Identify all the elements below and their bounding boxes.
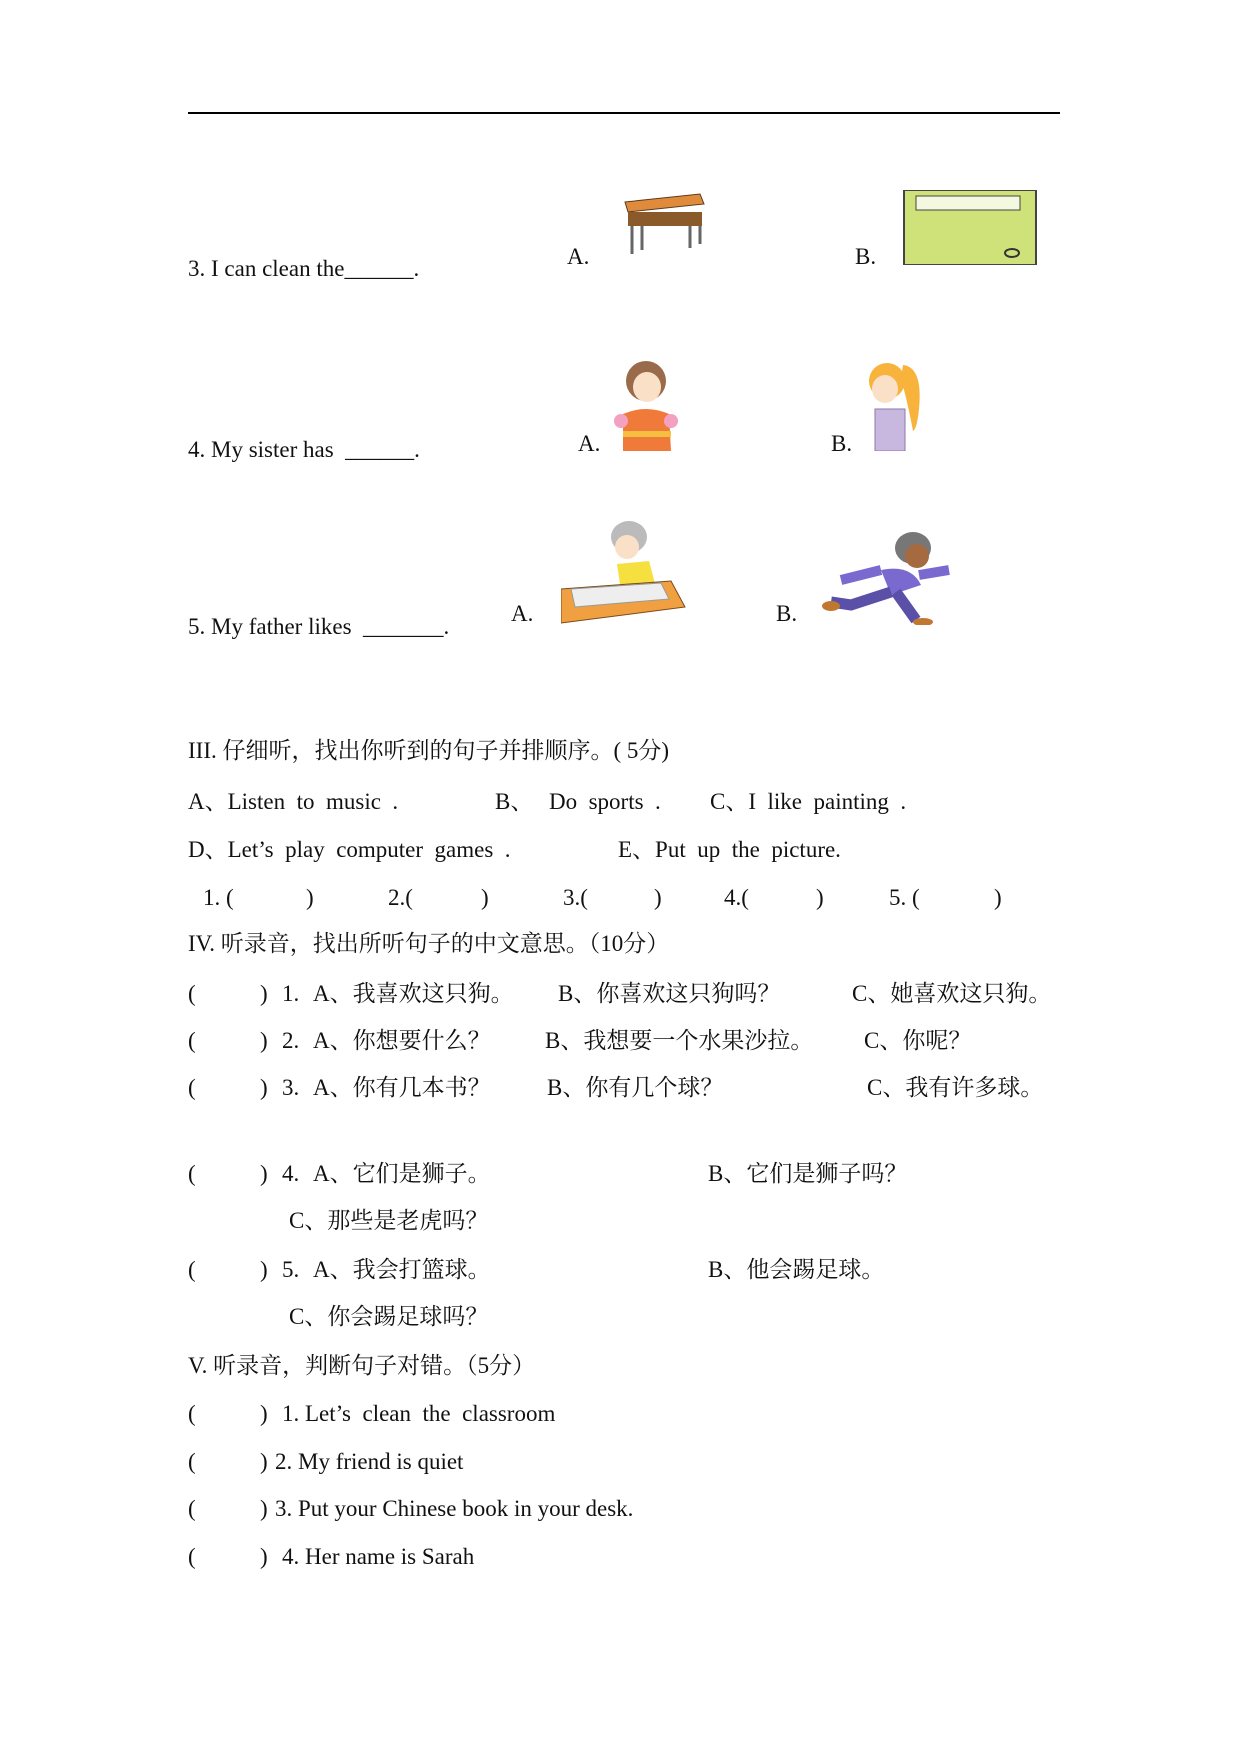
answer-close: ) (481, 885, 489, 910)
question-3-text: 3. I can clean the______. (188, 256, 420, 281)
question-5-text: 5. My father likes _______. (188, 614, 450, 639)
desk-picture (620, 192, 706, 256)
row-number: 4. (282, 1161, 300, 1186)
choice-c: C、那些是老虎吗？ (289, 1208, 489, 1233)
answer-close: ) (306, 885, 314, 910)
option-c: C、I like painting . (710, 789, 907, 814)
answer-paren-close: ) (260, 1449, 268, 1474)
judge-statement: 4. Her name is Sarah (282, 1544, 475, 1569)
row-number: 2. (282, 1028, 300, 1053)
choice-a: A、我喜欢这只狗。 (313, 981, 514, 1006)
choice-b: B、它们是狮子吗？ (708, 1161, 908, 1186)
choice-a: A、你想要什么？ (313, 1028, 491, 1053)
option-b-label: B. (776, 601, 798, 626)
option-a-label: A. (511, 601, 534, 626)
door-picture (902, 190, 1038, 265)
man-painting-picture (561, 519, 689, 624)
choice-a: A、你有几本书？ (313, 1075, 491, 1100)
choice-b: B、他会踢足球。 (708, 1257, 885, 1282)
option-a-label: A. (578, 431, 601, 456)
header-rule (188, 112, 1060, 114)
answer-paren-open[interactable]: ( (188, 1028, 196, 1053)
choice-b: B、我想要一个水果沙拉。 (545, 1028, 814, 1053)
option-b-label: B. (855, 244, 877, 269)
judge-statement: 1. Let’s clean the classroom (282, 1401, 556, 1426)
option-b-label: B. (831, 431, 853, 456)
option-a: A、Listen to music . (188, 789, 399, 814)
option-d: D、Let’s play computer games . (188, 837, 511, 862)
judge-statement: 3. Put your Chinese book in your desk. (275, 1496, 634, 1521)
answer-paren-close: ) (260, 1401, 268, 1426)
answer-paren-close: ) (260, 1544, 268, 1569)
answer-paren-close: ) (260, 1161, 268, 1186)
choice-c: C、她喜欢这只狗。 (852, 981, 1052, 1006)
row-number: 1. (282, 981, 300, 1006)
question-4-text: 4. My sister has ______. (188, 437, 420, 462)
boy-running-picture (821, 530, 961, 625)
option-b-letter: B、 (495, 789, 534, 814)
answer-paren-open[interactable]: ( (188, 981, 196, 1006)
answer-blank-1[interactable]: 1. ( (203, 885, 234, 910)
judge-statement: 2. My friend is quiet (275, 1449, 464, 1474)
short-hair-girl-picture (609, 359, 683, 451)
answer-paren-open[interactable]: ( (188, 1075, 196, 1100)
answer-paren-close: ) (260, 1075, 268, 1100)
option-b: Do sports . (549, 789, 661, 814)
choice-c: C、你呢？ (864, 1028, 972, 1053)
answer-paren-open[interactable]: ( (188, 1401, 196, 1426)
answer-close: ) (994, 885, 1002, 910)
choice-c: C、你会踢足球吗？ (289, 1304, 489, 1329)
answer-paren-open[interactable]: ( (188, 1496, 196, 1521)
section-3-title: III. 仔细听，找出你听到的句子并排顺序。( 5分) (188, 738, 670, 763)
answer-paren-close: ) (260, 1496, 268, 1521)
choice-a: A、我会打篮球。 (313, 1257, 491, 1282)
answer-blank-5[interactable]: 5. ( (889, 885, 920, 910)
choice-b: B、你喜欢这只狗吗？ (558, 981, 781, 1006)
answer-blank-3[interactable]: 3.( (563, 885, 588, 910)
answer-paren-close: ) (260, 981, 268, 1006)
ponytail-girl-picture (857, 359, 931, 451)
answer-paren-open[interactable]: ( (188, 1544, 196, 1569)
answer-close: ) (654, 885, 662, 910)
choice-b: B、你有几个球？ (547, 1075, 724, 1100)
option-e: E、Put up the picture. (618, 837, 841, 862)
section-4-title: IV. 听录音，找出所听句子的中文意思。（10分） (188, 931, 670, 956)
row-number: 3. (282, 1075, 300, 1100)
section-5-title: V. 听录音，判断句子对错。（5分） (188, 1353, 536, 1378)
answer-paren-open[interactable]: ( (188, 1449, 196, 1474)
option-a-label: A. (567, 244, 590, 269)
answer-paren-open[interactable]: ( (188, 1161, 196, 1186)
answer-paren-open[interactable]: ( (188, 1257, 196, 1282)
row-number: 5. (282, 1257, 300, 1282)
answer-paren-close: ) (260, 1257, 268, 1282)
answer-blank-4[interactable]: 4.( (724, 885, 749, 910)
answer-close: ) (816, 885, 824, 910)
choice-c: C、我有许多球。 (867, 1075, 1044, 1100)
answer-paren-close: ) (260, 1028, 268, 1053)
answer-blank-2[interactable]: 2.( (388, 885, 413, 910)
choice-a: A、它们是狮子。 (313, 1161, 491, 1186)
